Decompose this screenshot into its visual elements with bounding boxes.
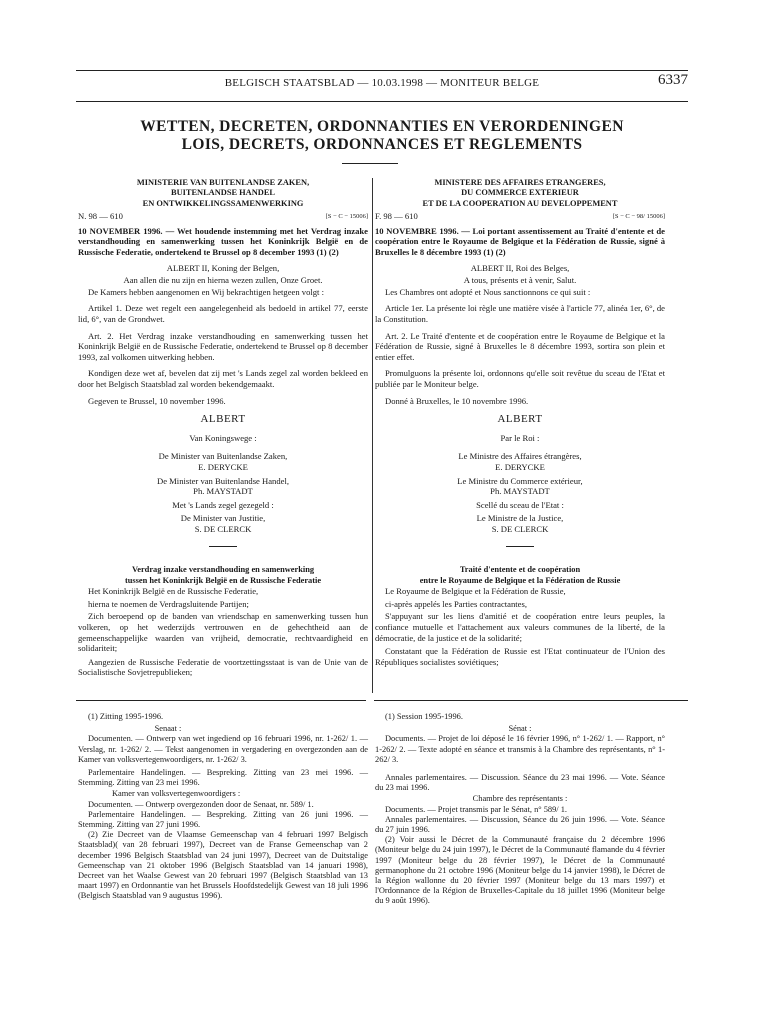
greeting-line: A tous, présents et à venir, Salut. xyxy=(463,275,577,286)
footnote-session: (1) Session 1995-1996. xyxy=(385,712,463,721)
french-footnotes xyxy=(375,712,665,907)
section-title-french: LOIS, DECRETS, ORDONNANCES ET REGLEMENTS xyxy=(181,136,583,153)
signer-name: ALBERT xyxy=(200,413,246,426)
minister-3-role: Le Ministre de la Justice, xyxy=(476,513,564,524)
chambers-line: De Kamers hebben aangenomen en Wij bekrachtigen hetgeen volgt : xyxy=(88,286,324,297)
page-number: 6337 xyxy=(658,72,688,88)
treaty-title-line-2: tussen het Koninkrijk België en de Russische Federatie xyxy=(124,575,322,585)
promulgation: Promulguons la présente loi, ordonnons qu'elle soit revêtue du sceau de l'Etat et publiée par le Moniteur belge. xyxy=(375,368,665,389)
footnote-senate: Senaat : xyxy=(154,724,182,734)
treaty-paragraph-2: ci-après appelés les Parties contractantes, xyxy=(385,598,527,609)
chambers-line: Les Chambres ont adopté et Nous sanctionnons ce qui suit : xyxy=(385,286,591,297)
footnote-annals-1: Annales parlementaires. — Discussion. Séance du 23 mai 1996. — Vote. Séance du 23 mai 1996. xyxy=(375,773,665,793)
footnote-documents-2: Documenten. — Ontwerp overgezonden door de Senaat, nr. 589/ 1. xyxy=(88,799,314,809)
footnote-2: (2) Voir aussi le Décret de la Communauté française du 2 décembre 1996 (Moniteur belge du 24 juin 1997), le Décret de la Communauté flamande du 4 février 1997 (Moniteur belge du 28 février 1997), le Décret de la Communauté germanophone du 21 octobre 1996 (Moniteur belge du 14 janvier 1998), le Décret de la Région wallonne du 20 février 1997 (Moniteur belge du 13 mars 1997) et l'Ordonnance de la Région de Bruxelles-Capitale du 18 juillet 1996 (Moniteur belge du 9 août 1996). xyxy=(375,835,665,906)
document-code: [S − C − 98/ 15006] xyxy=(612,213,665,221)
article-1: Artikel 1. Deze wet regelt een aangelegenheid als bedoeld in artikel 77, eerste lid, 6°, van de Grondwet. xyxy=(78,303,368,324)
document-code: [S − C − 15006] xyxy=(325,213,368,221)
article-2: Art. 2. Het Verdrag inzake verstandhouding en samenwerking tussen het Koninkrijk België en de Russische Federatie, ondertekend te Brussel op 8 december 1993, zal volkomen uitwerking hebben. xyxy=(78,330,368,362)
dutch-footnotes xyxy=(78,712,368,902)
treaty-paragraph-1: Het Koninkrijk België en de Russische Federatie, xyxy=(88,586,259,597)
running-title: BELGISCH STAATSBLAD — 10.03.1998 — MONITEUR BELGE xyxy=(224,77,540,89)
minister-2-role: De Minister van Buitenlandse Handel, xyxy=(157,475,289,486)
seal-line: Met 's Lands zegel gezegeld : xyxy=(172,499,274,510)
footnote-2: (2) Zie Decreet van de Vlaamse Gemeenschap van 4 februari 1997 Belgisch Staatsblad)( van 28 februari 1997), Decreet van de Franse Gemeenschap van 2 december 1996 Belgisch Staatsblad van 24 juni 1997), Decreet van de Duitstalige Gemeenschap van 21 oktober 1996 (Belgisch Staatsblad van 14 januari 1998), Decreet van het Waalse Gewest van 20 februari 1997 (Belgisch Staatsblad van 13 maart 1997) en Ordonnantie van het Brussels Hoofdstedelijk Gewest van 18 juli 1996 (Belgisch Staatsblad van 9 augustus 1996). xyxy=(78,830,368,901)
minister-3-name: S. DE CLERCK xyxy=(491,523,549,534)
by-king-line: Van Koningswege : xyxy=(189,432,257,443)
footnote-chamber: Chambre des représentants : xyxy=(472,794,568,804)
section-title-dutch: WETTEN, DECRETEN, ORDONNANTIES EN VERORDENINGEN xyxy=(140,118,624,135)
ministry-line-1: MINISTERIE VAN BUITENLANDSE ZAKEN, xyxy=(136,178,310,187)
king-line: ALBERT II, Koning der Belgen, xyxy=(166,262,280,273)
act-title: 10 NOVEMBRE 1996. — Loi portant assentissement au Traité d'entente et de coopération entre le Royaume de Belgique et la Fédération de Russie, signé à Bruxelles le 8 décembre 1993 (1) (2) xyxy=(375,225,665,257)
footnote-proceedings-2: Parlementaire Handelingen. — Bespreking. Zitting van 26 juni 1996. — Stemming. Zitting van 27 juni 1996. xyxy=(78,809,368,830)
footnote-senate: Sénat : xyxy=(508,724,532,734)
footnote-annals-2: Annales parlementaires. — Discussion, Séance du 26 juin 1996. — Vote. Séance du 27 juin 1996. xyxy=(375,814,665,835)
minister-1-name: E. DERYCKE xyxy=(198,461,248,472)
minister-1-name: E. DERYCKE xyxy=(495,461,545,472)
minister-2-role: Le Ministre du Commerce extérieur, xyxy=(457,475,583,486)
seal-line: Scellé du sceau de l'Etat : xyxy=(476,499,564,510)
greeting-line: Aan allen die nu zijn en hierna wezen zullen, Onze Groet. xyxy=(123,275,323,286)
given-line: Donné à Bruxelles, le 10 novembre 1996. xyxy=(385,395,529,406)
ministry-line-2: DU COMMERCE EXTERIEUR xyxy=(461,188,579,198)
footnote-rule-left xyxy=(76,700,366,701)
treaty-paragraph-4: Constatant que la Fédération de Russie est l'Etat continuateur de l'Union des Républiques socialistes soviétiques; xyxy=(375,646,665,667)
ministry-line-3: ET DE LA COOPERATION AU DEVELOPPEMENT xyxy=(422,198,618,208)
footnote-documents-1: Documents. — Projet de loi déposé le 16 février 1996, n° 1-262/ 1. — Rapport, n° 1-262/ 2. — Texte adopté en séance et transmis à la Chambre des représentants, n° 1-262/ 3. xyxy=(375,734,665,764)
treaty-paragraph-4: Aangezien de Russische Federatie de voortzettingsstaat is van de Unie van de Socialistische Sovjetrepublieken; xyxy=(78,656,368,678)
ministry-line-3: EN ONTWIKKELINGSSAMENWERKING xyxy=(142,198,304,208)
article-2: Art. 2. Le Traité d'entente et de coopération entre le Royaume de Belgique et la Fédération de Russie, signé à Bruxelles le 8 décembre 1993, sortira son plein et entier effet. xyxy=(375,330,665,362)
document-number: F. 98 — 610 xyxy=(375,211,418,222)
footnote-documents-2: Documents. — Projet transmis par le Sénat, n° 589/ 1. xyxy=(385,804,567,814)
minister-1-role: De Minister van Buitenlandse Zaken, xyxy=(158,451,288,462)
treaty-paragraph-3: Zich beroepend op de banden van vriendschap en samenwerking tussen hun volkeren, op het wederzijds vertrouwen en de gehechtheid aan de gemeenschappelijke waarden van vrijheid, democratie, rechtvaardigheid en solidariteit; xyxy=(78,611,368,654)
given-line: Gegeven te Brussel, 10 november 1996. xyxy=(88,395,226,406)
separator-rule xyxy=(506,546,534,547)
minister-2-name: Ph. MAYSTADT xyxy=(490,486,550,497)
document-number-row xyxy=(375,211,665,223)
footnote-session: (1) Zitting 1995-1996. xyxy=(88,712,164,721)
by-king-line: Par le Roi : xyxy=(500,432,540,443)
minister-3-name: S. DE CLERCK xyxy=(194,523,252,534)
treaty-paragraph-2: hierna te noemen de Verdragsluitende Partijen; xyxy=(88,598,249,609)
promulgation: Kondigen deze wet af, bevelen dat zij met 's Lands zegel zal worden bekleed en door het Belgisch Staatsblad zal worden bekendgemaakt. xyxy=(78,368,368,389)
footnote-rule-right xyxy=(374,700,688,701)
signer-name: ALBERT xyxy=(497,413,543,426)
ministry-heading xyxy=(375,178,665,209)
minister-1-role: Le Ministre des Affaires étrangères, xyxy=(458,451,582,462)
document-number: N. 98 — 610 xyxy=(78,211,123,222)
article-1: Article 1er. La présente loi règle une matière visée à l'article 77, alinéa 1er, 6°, de la Constitution. xyxy=(375,303,665,324)
treaty-heading xyxy=(78,565,368,586)
treaty-title-line-1: Traité d'entente et de coopération xyxy=(459,565,581,575)
dutch-column xyxy=(78,178,368,678)
minister-2-name: Ph. MAYSTADT xyxy=(193,486,253,497)
separator-rule xyxy=(209,546,237,547)
treaty-title-line-1: Verdrag inzake verstandhouding en samenwerking xyxy=(131,565,315,575)
title-divider xyxy=(342,163,398,164)
treaty-paragraph-3: S'appuyant sur les liens d'amitié et de coopération entre leurs peuples, la confiance mutuelle et l'attachement aux valeurs communes de la liberté, de la démocratie, de la justice et de la solidarité; xyxy=(375,611,665,643)
king-line: ALBERT II, Roi des Belges, xyxy=(470,262,570,273)
act-title: 10 NOVEMBER 1996. — Wet houdende instemming met het Verdrag inzake verstandhouding en samenwerking tussen het Koninkrijk België en de Russische Federatie, ondertekend te Brussel op 8 december 1993 (1) (2) xyxy=(78,225,368,257)
footnote-documents-1: Documenten. — Ontwerp van wet ingediend op 16 februari 1996, nr. 1-262/ 1. — Verslag, nr. 1-262/ 2. — Tekst aangenomen in vergadering en overgezonden aan de Kamer van volksvertegenwoordigers, nr. 1-262/ 3. xyxy=(78,734,368,764)
treaty-heading xyxy=(375,565,665,586)
column-divider xyxy=(372,178,373,693)
treaty-title-line-2: entre le Royaume de Belgique et la Fédération de Russie xyxy=(419,575,621,585)
treaty-paragraph-1: Le Royaume de Belgique et la Fédération de Russie, xyxy=(385,586,566,597)
ministry-line-1: MINISTERE DES AFFAIRES ETRANGERES, xyxy=(434,178,606,187)
ministry-heading xyxy=(78,178,368,209)
document-number-row xyxy=(78,211,368,223)
french-column xyxy=(375,178,665,667)
footnote-chamber: Kamer van volksvertegenwoordigers : xyxy=(112,789,241,799)
running-header xyxy=(76,70,688,102)
footnote-proceedings-1: Parlementaire Handelingen. — Bespreking. Zitting van 23 mei 1996. — Stemming. Zitting van 23 mei 1996. xyxy=(78,768,368,788)
ministry-line-2: BUITENLANDSE HANDEL xyxy=(170,188,275,198)
minister-3-role: De Minister van Justitie, xyxy=(180,513,266,524)
